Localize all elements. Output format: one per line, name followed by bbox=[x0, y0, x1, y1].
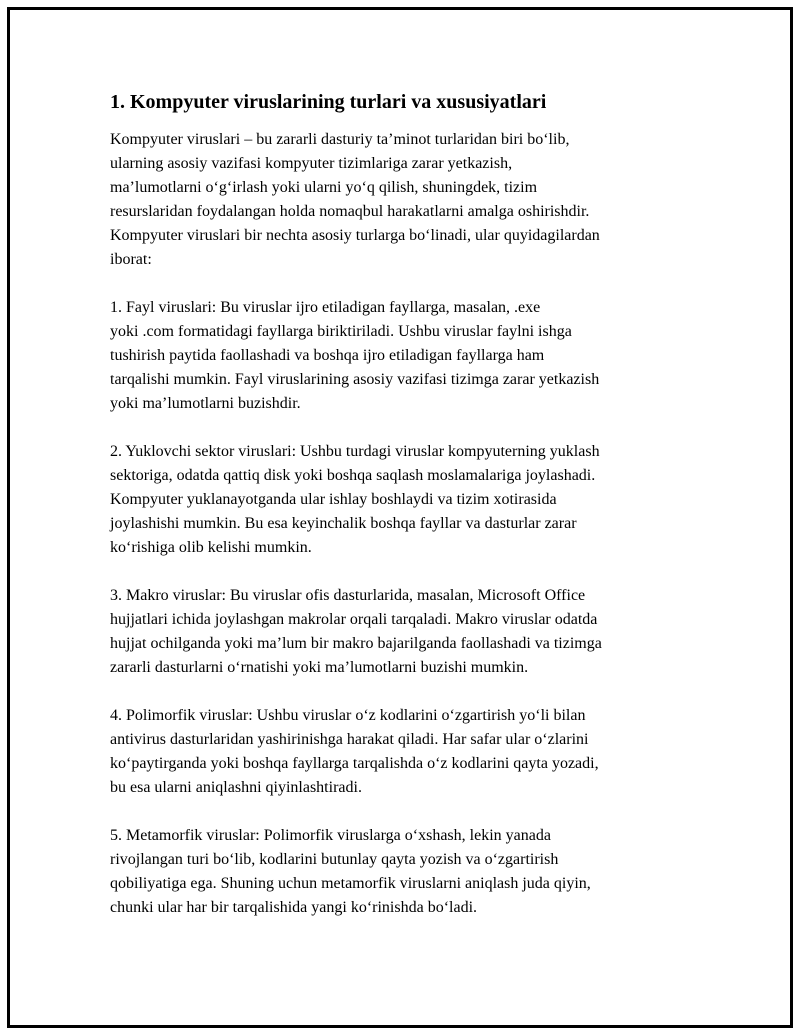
file-viruses-paragraph bbox=[110, 296, 690, 416]
paragraph-line: 5. Metamorfik viruslar: Polimorfik viruslarga oʻxshash, lekin yanada bbox=[110, 827, 551, 844]
polymorphic-viruses-paragraph bbox=[110, 704, 690, 800]
paragraph-line: hujjatlari ichida joylashgan makrolar orqali tarqaladi. Makro viruslar odatda bbox=[110, 611, 598, 628]
paragraph-line: 2. Yuklovchi sektor viruslari: Ushbu turdagi viruslar kompyuterning yuklash bbox=[110, 443, 600, 460]
paragraph-line: Kompyuter viruslari bir nechta asosiy turlarga boʻlinadi, ular quyidagilardan bbox=[110, 227, 600, 244]
section-heading: 1. Kompyuter viruslarining turlari va xususiyatlari bbox=[110, 91, 547, 113]
paragraph-line: ularning asosiy vazifasi kompyuter tizimlariga zarar yetkazish, bbox=[110, 155, 513, 172]
paragraph-line: 1. Fayl viruslari: Bu viruslar ijro etiladigan fayllarga, masalan, .exe bbox=[110, 299, 541, 316]
macro-viruses-paragraph bbox=[110, 584, 690, 680]
paragraph-line: resurslaridan foydalangan holda nomaqbul harakatlarni amalga oshirishdir. bbox=[110, 203, 590, 220]
paragraph-line: zararli dasturlarni oʻrnatishi yoki maʼlumotlarni buzishi mumkin. bbox=[110, 659, 529, 676]
paragraph-line: chunki ular har bir tarqalishida yangi koʻrinishda boʻladi. bbox=[110, 899, 478, 916]
paragraph-line: iborat: bbox=[110, 251, 152, 268]
paragraph-line: bu esa ularni aniqlashni qiyinlashtiradi. bbox=[110, 779, 362, 796]
paragraph-line: 3. Makro viruslar: Bu viruslar ofis dasturlarida, masalan, Microsoft Office bbox=[110, 587, 586, 604]
document-body bbox=[110, 88, 690, 944]
paragraph-line: antivirus dasturlaridan yashirinishga harakat qiladi. Har safar ular oʻzlarini bbox=[110, 731, 589, 748]
paragraph-line: sektoriga, odatda qattiq disk yoki boshqa saqlash moslamalariga joylashadi. bbox=[110, 467, 596, 484]
paragraph-line: yoki maʼlumotlarni buzishdir. bbox=[110, 395, 301, 412]
intro-paragraph bbox=[110, 128, 690, 272]
paragraph-line: hujjat ochilganda yoki maʼlum bir makro bajarilganda faollashadi va tizimga bbox=[110, 635, 602, 652]
paragraph-line: rivojlangan turi boʻlib, kodlarini butunlay qayta yozish va oʻzgartirish bbox=[110, 851, 559, 868]
paragraph-line: tarqalishi mumkin. Fayl viruslarining asosiy vazifasi tizimga zarar yetkazish bbox=[110, 371, 600, 388]
paragraph-line: koʻrishiga olib kelishi mumkin. bbox=[110, 539, 312, 556]
paragraph-line: koʻpaytirganda yoki boshqa fayllarga tarqalishda oʻz kodlarini qayta yozadi, bbox=[110, 755, 599, 772]
paragraph-line: qobiliyatiga ega. Shuning uchun metamorfik viruslarni aniqlash juda qiyin, bbox=[110, 875, 591, 892]
boot-sector-viruses-paragraph bbox=[110, 440, 690, 560]
metamorphic-viruses-paragraph bbox=[110, 824, 690, 920]
paragraph-line: yoki .com formatidagi fayllarga biriktiriladi. Ushbu viruslar faylni ishga bbox=[110, 323, 572, 340]
paragraph-line: tushirish paytida faollashadi va boshqa ijro etiladigan fayllarga ham bbox=[110, 347, 545, 364]
paragraph-line: Kompyuter yuklanayotganda ular ishlay boshlaydi va tizim xotirasida bbox=[110, 491, 557, 508]
paragraph-line: maʼlumotlarni oʻgʻirlash yoki ularni yoʻq qilish, shuningdek, tizim bbox=[110, 179, 538, 196]
paragraph-line: 4. Polimorfik viruslar: Ushbu viruslar oʻz kodlarini oʻzgartirish yoʻli bilan bbox=[110, 707, 586, 724]
paragraph-line: Kompyuter viruslari – bu zararli dasturiy taʼminot turlaridan biri boʻlib, bbox=[110, 131, 570, 148]
paragraph-line: joylashishi mumkin. Bu esa keyinchalik boshqa fayllar va dasturlar zarar bbox=[110, 515, 577, 532]
